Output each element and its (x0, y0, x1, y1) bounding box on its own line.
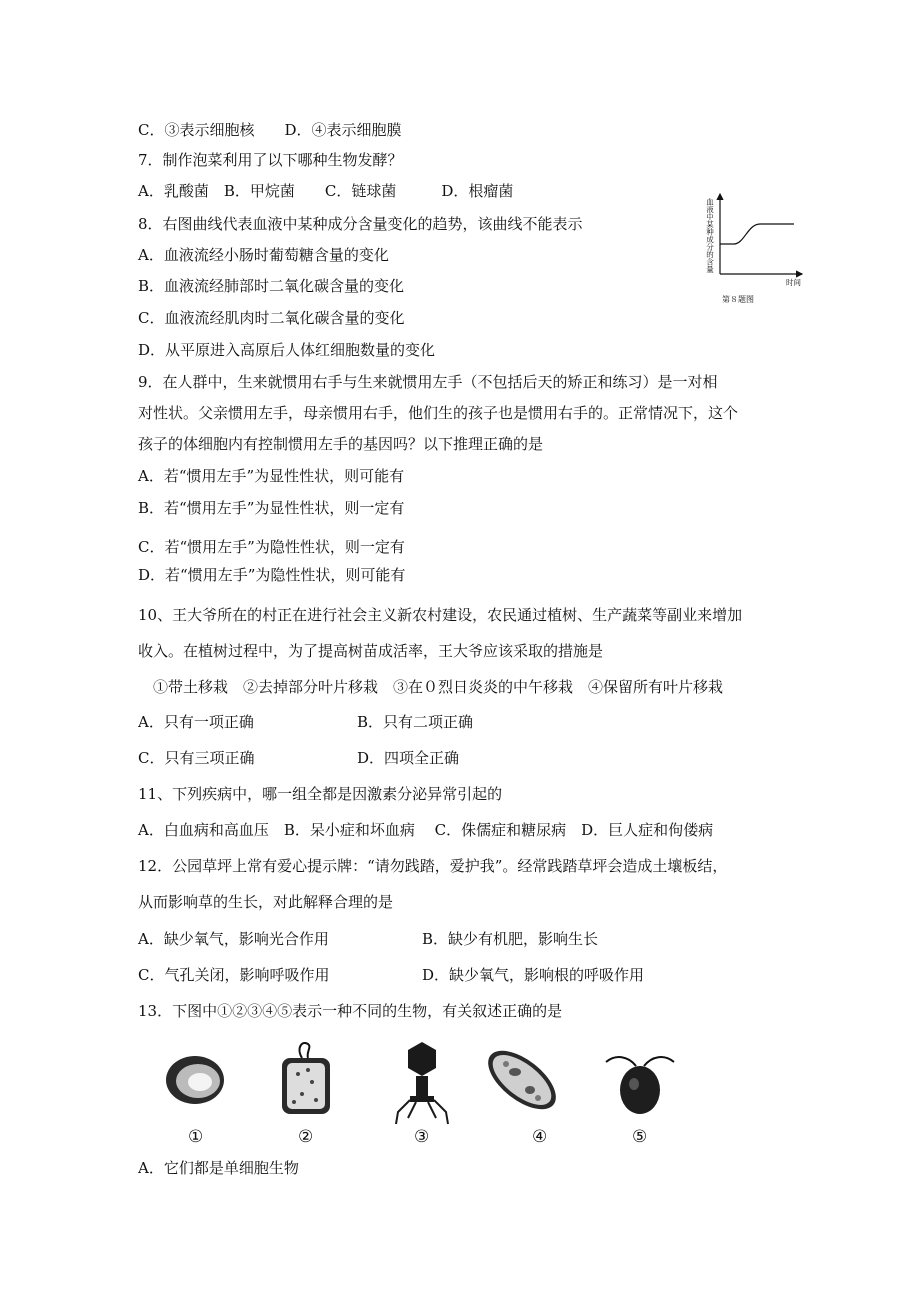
organism-4-paramecium (478, 1040, 566, 1147)
organism-label-5: ⑤ (632, 1127, 648, 1147)
q6-options-cd: C．③表示细胞核 D．④表示细胞膜 (138, 121, 402, 139)
organism-2-bacterium (282, 1043, 330, 1147)
q8-curve-figure (700, 188, 810, 308)
q9-stem-2: 对性状。父亲惯用左手，母亲惯用右手，他们生的孩子也是惯用右手的。正常情况下，这个 (138, 404, 739, 422)
q8-option-c: C．血液流经肌肉时二氧化碳含量的变化 (138, 309, 405, 327)
q8-option-a: A．血液流经小肠时葡萄糖含量的变化 (138, 246, 389, 264)
q8-option-d: D．从平原进入高原后人体红细胞数量的变化 (138, 341, 436, 359)
q9-option-a: A．若“惯用左手”为显性性状，则可能有 (138, 467, 405, 485)
organism-3-virus (396, 1042, 448, 1147)
q13-option-a: A．它们都是单细胞生物 (138, 1159, 299, 1177)
q9-stem-1: 9．在人群中，生来就惯用右手与生来就惯用左手（不包括后天的矫正和练习）是一对相 (138, 373, 718, 391)
q12-option-a: A．缺少氧气，影响光合作用 (138, 930, 329, 948)
x-axis-label: 时间 (786, 278, 801, 287)
organism-label-3: ③ (414, 1127, 430, 1147)
organism-label-2: ② (298, 1127, 314, 1147)
q12-option-c: C．气孔关闭，影响呼吸作用 (138, 966, 330, 984)
q7-options: A．乳酸菌 B．甲烷菌 C．链球菌 D．根瘤菌 (138, 182, 514, 200)
q8-option-b: B．血液流经肺部时二氧化碳含量的变化 (138, 277, 405, 295)
q10-option-a: A．只有一项正确 (138, 713, 254, 731)
figure-caption: 第８题图 (722, 295, 754, 304)
organism-5-chlamydomonas (606, 1057, 674, 1147)
q10-stem-2: 收入。在植树过程中，为了提高树苗成活率，王大爷应该采取的措施是 (138, 642, 604, 660)
y-axis-label: 血液中某种成分的含量 (705, 198, 715, 273)
q12-option-d: D．缺少氧气，影响根的呼吸作用 (422, 966, 645, 984)
q12-stem-2: 从而影响草的生长，对此解释合理的是 (138, 893, 394, 911)
q10-option-d: D．四项全正确 (357, 749, 460, 767)
organism-1-red-blood-cell (166, 1056, 224, 1147)
q10-measures: ①带土移栽 ②去掉部分叶片移栽 ③在０烈日炎炎的中午移栽 ④保留所有叶片移栽 (138, 678, 724, 696)
q9-option-b: B．若“惯用左手”为显性性状，则一定有 (138, 499, 405, 517)
q10-stem-1: 10、王大爷所在的村正在进行社会主义新农村建设，农民通过植树、生产蔬菜等副业来增加 (138, 606, 743, 624)
q7-stem: 7．制作泡菜利用了以下哪种生物发酵？ (138, 151, 403, 169)
q10-option-b: B．只有二项正确 (357, 713, 474, 731)
q8-stem: 8．右图曲线代表血液中某种成分含量变化的趋势，该曲线不能表示 (138, 215, 583, 233)
q11-stem: 11、下列疾病中，哪一组全都是因激素分泌异常引起的 (138, 785, 503, 803)
q13-stem: 13．下图中①②③④⑤表示一种不同的生物，有关叙述正确的是 (138, 1002, 563, 1020)
q12-option-b: B．缺少有机肥，影响生长 (422, 930, 599, 948)
q9-option-c: C．若“惯用左手”为隐性性状，则一定有 (138, 538, 405, 556)
q12-stem-1: 12．公园草坪上常有爱心提示牌：“请勿践踏，爱护我”。经常践踏草坪会造成土壤板结， (138, 857, 728, 875)
organism-label-4: ④ (532, 1127, 548, 1147)
q13-organisms-figure (160, 1038, 720, 1148)
q10-option-c: C．只有三项正确 (138, 749, 255, 767)
content-curve (720, 224, 794, 244)
organism-label-1: ① (188, 1127, 204, 1147)
q9-option-d: D．若“惯用左手”为隐性性状，则可能有 (138, 566, 406, 584)
q11-options: A．白血病和高血压 B．呆小症和坏血病 C．侏儒症和糖尿病 D．巨人症和佝偻病 (138, 821, 714, 839)
q9-stem-3: 孩子的体细胞内有控制惯用左手的基因吗？以下推理正确的是 (138, 435, 544, 453)
